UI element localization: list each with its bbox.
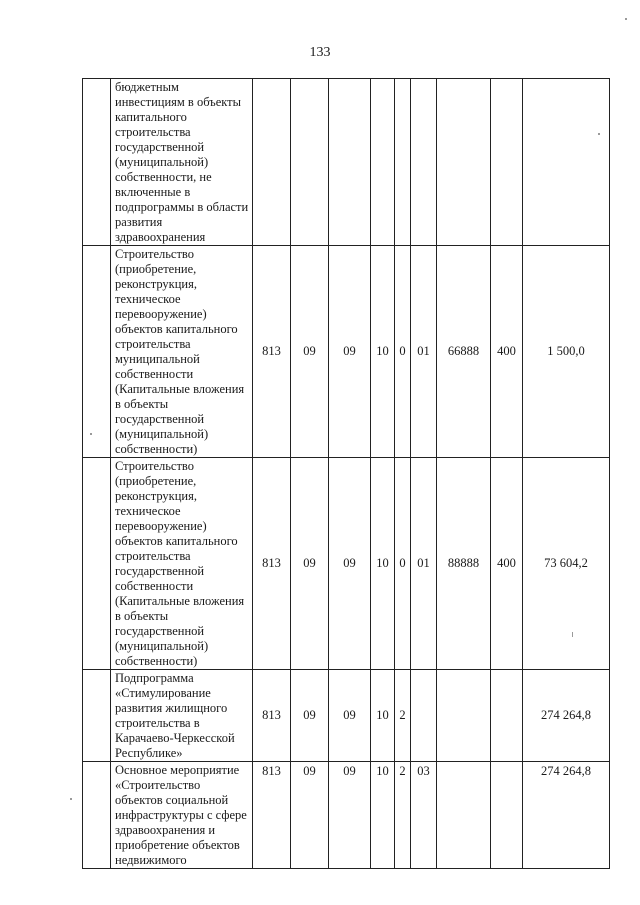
cell-code1: 10	[371, 670, 395, 762]
cell-code1	[371, 79, 395, 246]
cell-rz: 09	[291, 246, 329, 458]
blank-cell	[83, 762, 111, 869]
cell-pr: 09	[329, 458, 371, 670]
scan-speck	[572, 632, 573, 637]
table-row	[83, 79, 610, 246]
cell-code4	[437, 762, 491, 869]
scan-speck	[70, 798, 72, 800]
cell-code4: 66888	[437, 246, 491, 458]
cell-code1: 10	[371, 762, 395, 869]
cell-sum: 274 264,8	[523, 762, 610, 869]
cell-sum	[523, 79, 610, 246]
blank-cell	[83, 79, 111, 246]
cell-gr: 813	[253, 762, 291, 869]
table-row	[83, 670, 610, 762]
scan-speck	[90, 433, 92, 435]
cell-rz: 09	[291, 670, 329, 762]
cell-gr	[253, 79, 291, 246]
cell-pr: 09	[329, 670, 371, 762]
budget-table	[82, 78, 610, 869]
blank-cell	[83, 670, 111, 762]
cell-code2: 0	[395, 246, 411, 458]
table-row	[83, 762, 610, 869]
row-description: Основное мероприятие «Строительство объектов социальной инфраструктуры с сфере здравоохранения и приобретение объектов недвижимого	[111, 762, 253, 869]
blank-cell	[83, 458, 111, 670]
cell-code4: 88888	[437, 458, 491, 670]
scan-speck	[625, 18, 627, 20]
cell-pr	[329, 79, 371, 246]
cell-code3: 01	[411, 458, 437, 670]
cell-code3	[411, 670, 437, 762]
cell-gr: 813	[253, 670, 291, 762]
cell-code1: 10	[371, 458, 395, 670]
cell-gr: 813	[253, 246, 291, 458]
scan-speck	[598, 133, 600, 135]
cell-rz: 09	[291, 762, 329, 869]
row-description: Подпрограмма «Стимулирование развития жилищного строительства в Карачаево-Черкесской Республике»	[111, 670, 253, 762]
cell-sum: 1 500,0	[523, 246, 610, 458]
cell-sum: 274 264,8	[523, 670, 610, 762]
cell-vr: 400	[491, 458, 523, 670]
blank-cell	[83, 246, 111, 458]
cell-code2: 2	[395, 762, 411, 869]
cell-vr	[491, 79, 523, 246]
cell-gr: 813	[253, 458, 291, 670]
cell-sum: 73 604,2	[523, 458, 610, 670]
cell-rz	[291, 79, 329, 246]
cell-vr	[491, 762, 523, 869]
cell-code2: 2	[395, 670, 411, 762]
cell-code1: 10	[371, 246, 395, 458]
cell-code3: 03	[411, 762, 437, 869]
cell-code3	[411, 79, 437, 246]
cell-code2	[395, 79, 411, 246]
cell-vr	[491, 670, 523, 762]
cell-code3: 01	[411, 246, 437, 458]
row-description: бюджетным инвестициям в объекты капитального строительства государственной (муниципальной) собственности, не включенные в подпрограммы в области развития здравоохранения	[111, 79, 253, 246]
page-number: 133	[309, 45, 331, 60]
cell-code4	[437, 79, 491, 246]
cell-code2: 0	[395, 458, 411, 670]
table-row	[83, 246, 610, 458]
cell-pr: 09	[329, 246, 371, 458]
row-description: Строительство (приобретение, реконструкция, техническое перевооружение) объектов капитального строительства муниципальной собственности (Капитальные вложения в объекты государственной (муниципальной) собственности)	[111, 246, 253, 458]
cell-vr: 400	[491, 246, 523, 458]
table-row	[83, 458, 610, 670]
cell-rz: 09	[291, 458, 329, 670]
cell-code4	[437, 670, 491, 762]
row-description: Строительство (приобретение, реконструкция, техническое перевооружение) объектов капитального строительства государственной собственности (Капитальные вложения в объекты государственной (муниципальной) собственности)	[111, 458, 253, 670]
cell-pr: 09	[329, 762, 371, 869]
